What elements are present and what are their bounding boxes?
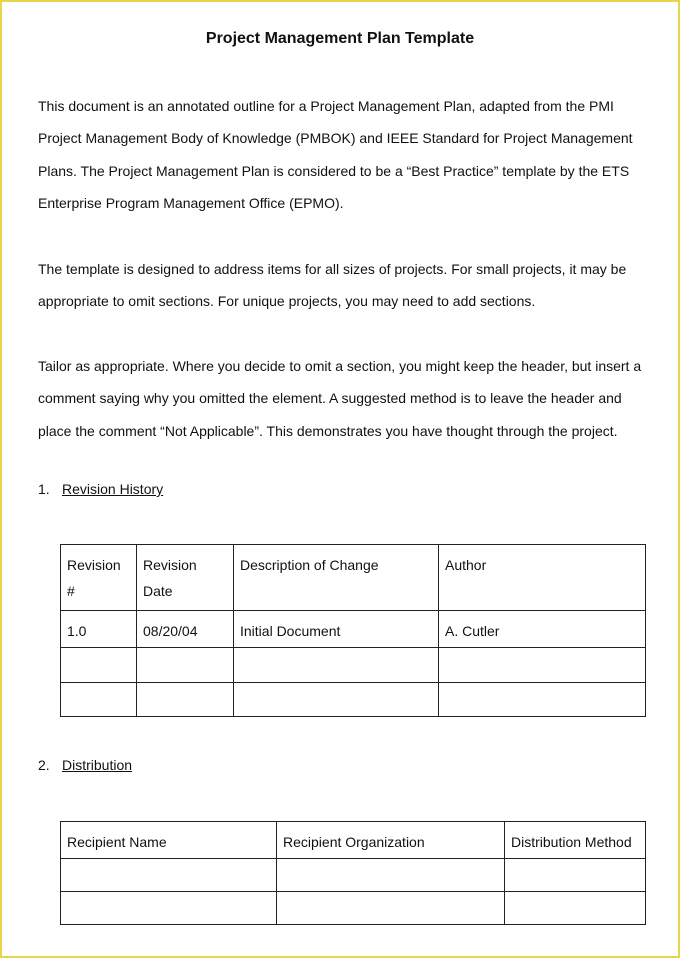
section-heading-distribution (38, 757, 132, 773)
paragraph-line: appropriate to omit sections. For unique projects, you may need to add sections. (38, 293, 536, 310)
paragraph-line: comment saying why you omitted the element. A suggested method is to leave the header and (38, 390, 622, 407)
table-cell[interactable] (277, 892, 505, 925)
table-cell[interactable] (61, 683, 137, 717)
section-number: 2. (38, 757, 50, 773)
table-cell[interactable] (137, 683, 234, 717)
table-cell[interactable]: Initial Document (234, 611, 439, 648)
intro-paragraph (38, 90, 658, 220)
table-row (61, 683, 646, 717)
header-cell-recipient-name: Recipient Name (61, 822, 277, 859)
table-cell[interactable] (505, 892, 646, 925)
table-cell[interactable] (439, 648, 646, 683)
header-cell-distribution-method: Distribution Method (505, 822, 646, 859)
paragraph-line: Plans. The Project Management Plan is considered to be a “Best Practice” template by the ETS (38, 162, 630, 179)
header-cell-author: Author (439, 545, 646, 611)
table-row (61, 892, 646, 925)
section-title: Revision History (62, 481, 164, 497)
table-cell[interactable] (234, 683, 439, 717)
paragraph-line: Project Management Body of Knowledge (PMBOK) and IEEE Standard for Project Management (38, 130, 633, 147)
paragraph-line: place the comment “Not Applicable”. This demonstrates you have thought through the project. (38, 422, 618, 439)
paragraph-line: Tailor as appropriate. Where you decide to omit a section, you might keep the header, but insert a (38, 358, 642, 374)
table-header-row (61, 545, 646, 611)
section-number: 1. (38, 481, 50, 497)
table-cell[interactable] (505, 859, 646, 892)
table-row (61, 648, 646, 683)
tailoring-paragraph (38, 350, 658, 447)
table-cell[interactable]: 1.0 (61, 611, 137, 648)
table-row (61, 859, 646, 892)
table-cell[interactable] (277, 859, 505, 892)
table-cell[interactable] (61, 892, 277, 925)
header-cell-description: Description of Change (234, 545, 439, 611)
section-heading-revision-history (38, 481, 163, 497)
distribution-table (60, 821, 646, 925)
table-cell[interactable] (234, 648, 439, 683)
header-cell-revision-date: Revision Date (137, 545, 234, 611)
table-header-row (61, 822, 646, 859)
revision-history-table (60, 544, 646, 717)
paragraph-line: Enterprise Program Management Office (EPMO). (38, 195, 344, 212)
table-row (61, 611, 646, 648)
table-cell[interactable]: 08/20/04 (137, 611, 234, 648)
page-title: Project Management Plan Template (205, 30, 475, 47)
paragraph-line: This document is an annotated outline for a Project Management Plan, adapted from the PMI (38, 98, 614, 114)
paragraph-line: The template is designed to address items for all sizes of projects. For small projects, it may be (38, 261, 627, 277)
header-cell-recipient-organization: Recipient Organization (277, 822, 505, 859)
table-cell[interactable] (439, 683, 646, 717)
section-title: Distribution (62, 757, 133, 773)
table-cell[interactable]: A. Cutler (439, 611, 646, 648)
table-cell[interactable] (137, 648, 234, 683)
header-cell-revision-number: Revision # (61, 545, 137, 611)
table-cell[interactable] (61, 648, 137, 683)
template-scope-paragraph (38, 253, 658, 318)
table-cell[interactable] (61, 859, 277, 892)
